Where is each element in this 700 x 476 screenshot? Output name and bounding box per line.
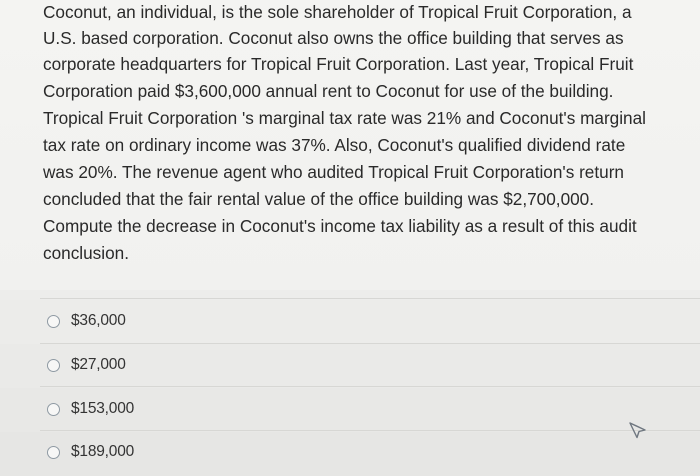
radio-button-icon[interactable] [47,315,60,328]
answer-choice-label: $189,000 [71,443,135,460]
question-line: Tropical Fruit Corporation 's marginal tax rate was 21% and Coconut's marginal [43,108,646,128]
radio-button-icon[interactable] [47,403,60,416]
choice-divider [40,298,700,299]
question-line: Coconut, an individual, is the sole shareholder of Tropical Fruit Corporation, a [43,2,632,22]
mouse-pointer-icon [626,418,650,442]
question-line: conclusion. [43,243,129,263]
question-line: was 20%. The revenue agent who audited Tropical Fruit Corporation's return [43,162,624,182]
answer-choice-4[interactable] [0,432,700,476]
answer-choice-1[interactable] [0,300,700,344]
answer-choice-2[interactable] [0,344,700,388]
question-line: Compute the decrease in Coconut's income tax liability as a result of this audit [43,216,637,236]
question-line: corporate headquarters for Tropical Fruit Corporation. Last year, Tropical Fruit [43,54,634,74]
radio-button-icon[interactable] [47,359,60,372]
question-line: concluded that the fair rental value of the office building was $2,700,000. [43,189,595,209]
answer-choice-label: $36,000 [71,312,126,329]
question-line: Corporation paid $3,600,000 annual rent to Coconut for use of the building. [43,81,614,101]
answer-choice-label: $153,000 [71,400,135,417]
question-line: tax rate on ordinary income was 37%. Also, Coconut's qualified dividend rate [43,135,626,155]
choice-divider [40,430,700,431]
radio-button-icon[interactable] [47,446,60,459]
choice-divider [40,386,700,387]
answer-choice-3[interactable] [0,388,700,432]
question-line: U.S. based corporation. Coconut also owns the office building that serves as [43,28,624,48]
answer-choice-label: $27,000 [71,356,126,373]
